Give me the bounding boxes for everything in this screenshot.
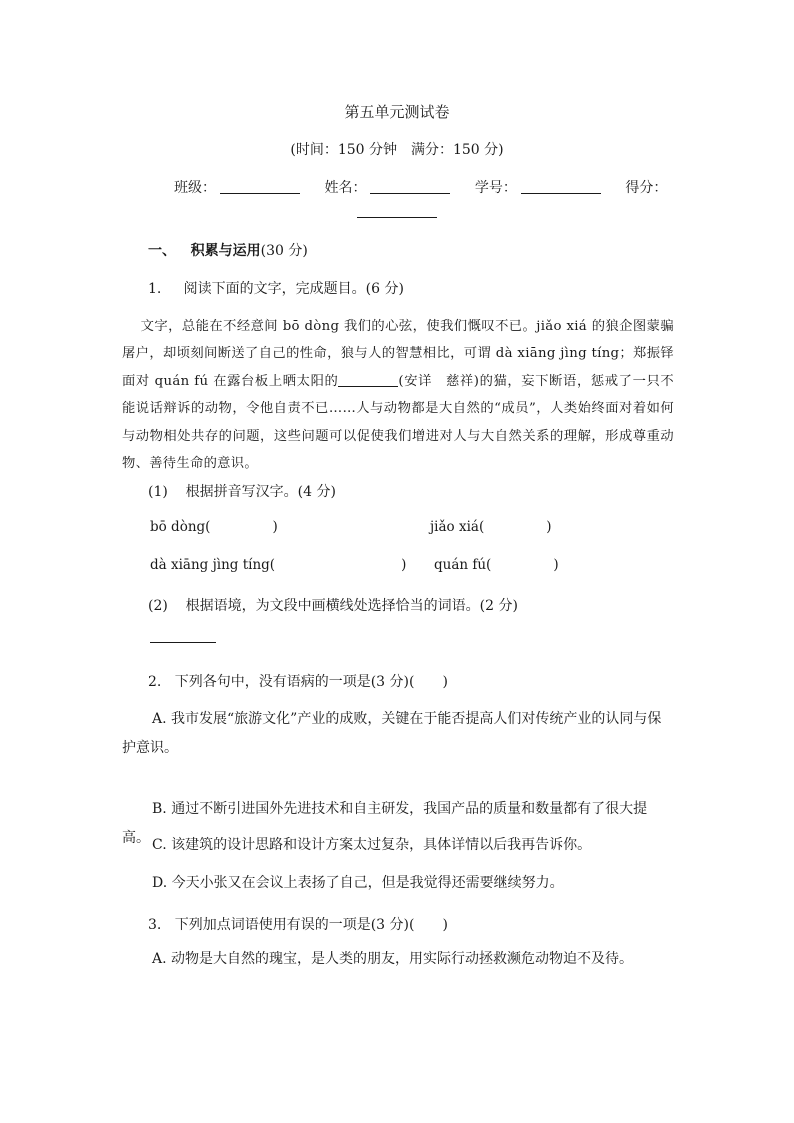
sub-question-text: 根据语境，为文段中画横线处选择恰当的词语。(2 分) (185, 598, 518, 614)
sub-question-number: (2) (148, 598, 168, 614)
section-points: (30 分) (260, 243, 308, 259)
question-2-prompt (148, 671, 448, 691)
passage-fill-blank (338, 373, 398, 387)
section-title: 积累与运用 (190, 243, 261, 259)
page-title: 第五单元测试卷 (344, 103, 450, 121)
reading-passage (122, 313, 674, 477)
pinyin-label: bō dòng( (150, 519, 211, 535)
pinyin-item-4 (434, 557, 559, 573)
question-1-prompt (148, 278, 404, 298)
paren-close: ) (401, 557, 407, 573)
pinyin-label: dà xiāng jìng tíng( (150, 557, 276, 573)
question-3-prompt (148, 914, 448, 934)
sub-question-2 (148, 595, 518, 615)
question-number: 3. (148, 917, 162, 933)
class-blank[interactable] (220, 179, 300, 194)
score-blank[interactable] (357, 203, 437, 218)
sub-question-number: (1) (148, 484, 168, 500)
answer-line[interactable] (150, 641, 216, 643)
question-text: 下列各句中，没有语病的一项是(3 分)( ) (174, 674, 448, 690)
question-number: 2. (148, 674, 162, 690)
paren-close: ) (546, 519, 552, 535)
question-text: 阅读下面的文字，完成题目。(6 分) (183, 281, 404, 297)
paren-close: ) (272, 519, 278, 535)
question-text: 下列加点词语使用有误的一项是(3 分)( ) (174, 917, 448, 933)
option-text: D. 今天小张又在会议上表扬了自己，但是我觉得还需要继续努力。 (152, 875, 564, 891)
option-text: B. 通过不断引进国外先进技术和自主研发，我国产品的质量和数量都有了很大提高。 (122, 801, 648, 846)
option-text: C. 该建筑的设计思路和设计方案太过复杂，具体详情以后我再告诉你。 (152, 837, 592, 853)
name-blank[interactable] (370, 179, 450, 194)
question-number: 1. (148, 281, 162, 297)
option-a[interactable] (122, 945, 674, 974)
pinyin-item-2 (430, 519, 552, 535)
option-c[interactable] (122, 831, 674, 860)
option-text: A. 动物是大自然的瑰宝，是人类的朋友，用实际行动拯救濒危动物迫不及待。 (152, 951, 634, 967)
student-info-row (174, 177, 667, 197)
pinyin-item-3 (150, 557, 406, 573)
sub-question-text: 根据拼音写汉字。(4 分) (185, 484, 336, 500)
passage-part-2: (安详 慈祥)的猫，妄下断语，惩戒了一只不能说话辩诉的动物，令他自责不已……人与动物都是大自然的“成员”，人类始终面对着如何与动物相处共存的问题，这些问题可以促使我们增进对人与大自然关系的理解，形成尊重动物、善待生命的意识。 (122, 373, 674, 472)
score-label: 得分： (625, 180, 668, 196)
pinyin-item-1 (150, 519, 278, 535)
option-text: A. 我市发展“旅游文化”产业的成败，关键在于能否提高人们对传统产业的认同与保护意识。 (122, 711, 662, 756)
section-number: 一、 (148, 243, 176, 259)
pinyin-label: quán fú( (434, 557, 492, 573)
student-id-label: 学号： (474, 180, 517, 196)
name-label: 姓名： (324, 180, 367, 196)
section-heading (148, 240, 308, 260)
option-d[interactable] (122, 869, 674, 898)
option-a[interactable] (122, 705, 674, 763)
class-label: 班级： (174, 180, 216, 196)
passage-part-1: 文字，总能在不经意间 bō dòng 我们的心弦，使我们慨叹不已。jiǎo xiá 的狼企图蒙骗屠户，却顷刻间断送了自己的性命，狼与人的智慧相比，可谓 dà xiāng jìng tíng；郑振铎面对 quán fú 在露台板上晒太阳的 (122, 319, 674, 389)
pinyin-label: jiǎo xiá( (430, 519, 485, 535)
exam-duration-and-score: (时间：150 分钟 满分：150 分) (290, 142, 504, 158)
paren-close: ) (553, 557, 559, 573)
student-id-blank[interactable] (521, 179, 601, 194)
sub-question-1 (148, 481, 336, 501)
